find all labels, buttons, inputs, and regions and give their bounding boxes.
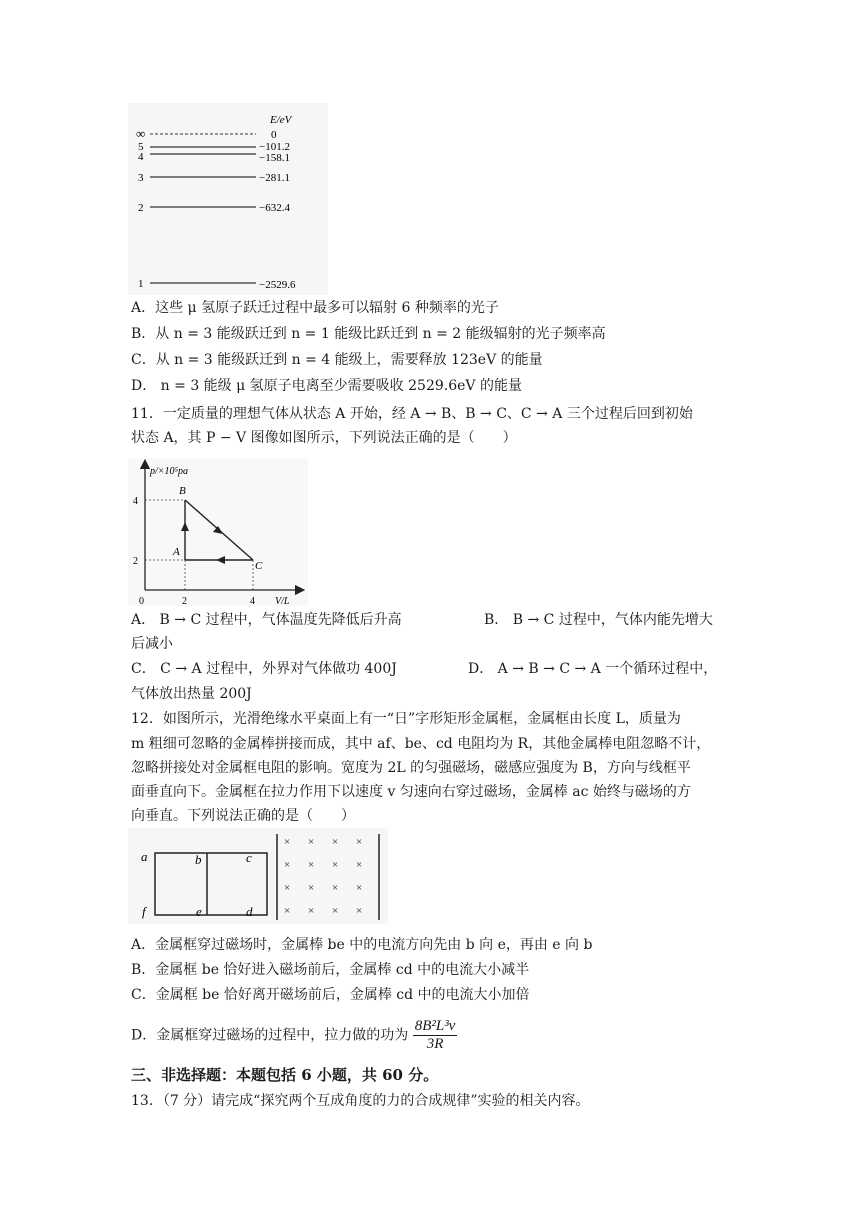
pv-ytick-2: 2 [133, 556, 138, 567]
level-value-3: −281.1 [259, 172, 290, 184]
level-n-4: 4 [138, 151, 144, 163]
q12-option-d [131, 1018, 457, 1053]
level-value-inf: 0 [271, 129, 277, 141]
field-cross: × [356, 836, 363, 848]
q11-stem-line1: 11．一定质量的理想气体从状态 A 开始，经 A → B、B → C、C → A 三个过程后回到初始 [131, 406, 693, 422]
level-value-5: −101.2 [259, 141, 290, 153]
frame-label-a: a [141, 849, 148, 864]
q10-option-d: D． n = 3 能级 μ 氢原子电离至少需要吸收 2529.6eV 的能量 [131, 378, 522, 394]
field-cross: × [284, 836, 291, 848]
q12-stem-line3: 忽略拼接处对金属框电阻的影响。宽度为 2L 的匀强磁场，磁感应强度为 B，方向与线框平 [131, 760, 691, 776]
field-cross: × [308, 905, 315, 917]
field-cross: × [356, 905, 363, 917]
pv-x-label: V/L [275, 596, 290, 606]
pv-graph [128, 458, 308, 606]
q11-option-b-cont: 后减小 [131, 636, 173, 652]
q12-stem-line4: 面垂直向下。金属框在拉力作用下以速度 v 匀速向右穿过磁场，金属棒 ac 始终与磁场的方 [131, 784, 691, 800]
q10-option-c: C．从 n = 3 能级跃迁到 n = 4 能级上，需要释放 123eV 的能量 [131, 352, 543, 368]
field-cross: × [284, 859, 291, 871]
frame-label-f: f [142, 904, 146, 919]
frame-label-b: b [195, 852, 202, 867]
q11-option-c: C． C → A 过程中，外界对气体做功 400J [131, 661, 397, 677]
level-n-2: 2 [138, 202, 144, 214]
q11-option-b: B． B → C 过程中，气体内能先增大 [484, 612, 713, 628]
pv-xtick-0: 0 [139, 596, 144, 606]
level-value-2: −632.4 [259, 202, 290, 214]
level-n-1: 1 [138, 278, 144, 290]
q10-option-b: B．从 n = 3 能级跃迁到 n = 1 能级比跃迁到 n = 2 能级辐射的光子频率高 [131, 326, 606, 342]
work-fraction-denominator: 3R [426, 1036, 444, 1052]
field-cross: × [332, 836, 339, 848]
energy-level-diagram [128, 103, 328, 295]
q12-option-b: B．金属框 be 恰好进入磁场前后，金属棒 cd 中的电流大小减半 [131, 962, 530, 978]
q11-stem-line2: 状态 A，其 P − V 图像如图所示，下列说法正确的是（ ） [131, 430, 517, 446]
pv-point-a: A [173, 546, 180, 558]
field-cross: × [356, 859, 363, 871]
level-n-3: 3 [138, 172, 144, 184]
field-cross: × [356, 882, 363, 894]
q12-option-a: A．金属框穿过磁场时，金属棒 be 中的电流方向先由 b 向 e，再由 e 向 b [131, 937, 593, 953]
q12-option-c: C．金属框 be 恰好离开磁场前后，金属棒 cd 中的电流大小加倍 [131, 987, 530, 1003]
field-cross: × [284, 905, 291, 917]
q12-stem-line2: m 粗细可忽略的金属棒拼接而成，其中 af、be、cd 电阻均为 R，其他金属棒电阻忽略不计， [131, 736, 711, 752]
level-n-inf: ∞ [136, 126, 146, 141]
pv-ytick-4: 4 [133, 496, 138, 507]
pv-y-label: p/×10⁵pa [150, 466, 189, 477]
field-cross: × [308, 836, 315, 848]
field-cross: × [308, 882, 315, 894]
work-fraction-numerator: 8B²L³v [414, 1018, 456, 1034]
q11-option-a: A． B → C 过程中，气体温度先降低后升高 [131, 612, 402, 628]
q12-stem-line5: 向垂直。下列说法正确的是（ ） [131, 808, 355, 824]
frame-label-e: e [196, 904, 202, 919]
level-n-5: 5 [138, 141, 144, 153]
field-cross: × [332, 859, 339, 871]
q12-option-d-text: D．金属框穿过磁场的过程中，拉力做的功为 [131, 1027, 409, 1044]
level-value-4: −158.1 [259, 152, 290, 164]
q13-stem: 13．（7 分）请完成“探究两个互成角度的力的合成规律”实验的相关内容。 [131, 1093, 590, 1109]
frame-field-figure [128, 828, 388, 924]
field-cross: × [332, 905, 339, 917]
energy-axis-label: E/eV [270, 114, 292, 126]
q11-option-d-cont: 气体放出热量 200J [131, 686, 252, 702]
frame-label-d: d [246, 904, 253, 919]
q11-option-d: D． A → B → C → A 一个循环过程中， [468, 661, 718, 677]
pv-xtick-2: 2 [182, 596, 187, 606]
level-value-1: −2529.6 [259, 279, 296, 291]
field-cross: × [308, 859, 315, 871]
frame-label-c: c [246, 850, 252, 865]
section-3-header: 三、非选择题：本题包括 6 小题，共 60 分。 [131, 1066, 439, 1084]
field-cross: × [332, 882, 339, 894]
work-fraction [413, 1018, 458, 1053]
pv-point-b: B [179, 485, 186, 497]
pv-point-c: C [255, 560, 263, 572]
field-cross: × [284, 882, 291, 894]
q10-option-a: A．这些 μ 氢原子跃迁过程中最多可以辐射 6 种频率的光子 [131, 300, 499, 316]
q12-stem-line1: 12．如图所示，光滑绝缘水平桌面上有一“日”字形矩形金属框，金属框由长度 L，质量为 [131, 711, 681, 727]
pv-xtick-4: 4 [250, 596, 255, 606]
